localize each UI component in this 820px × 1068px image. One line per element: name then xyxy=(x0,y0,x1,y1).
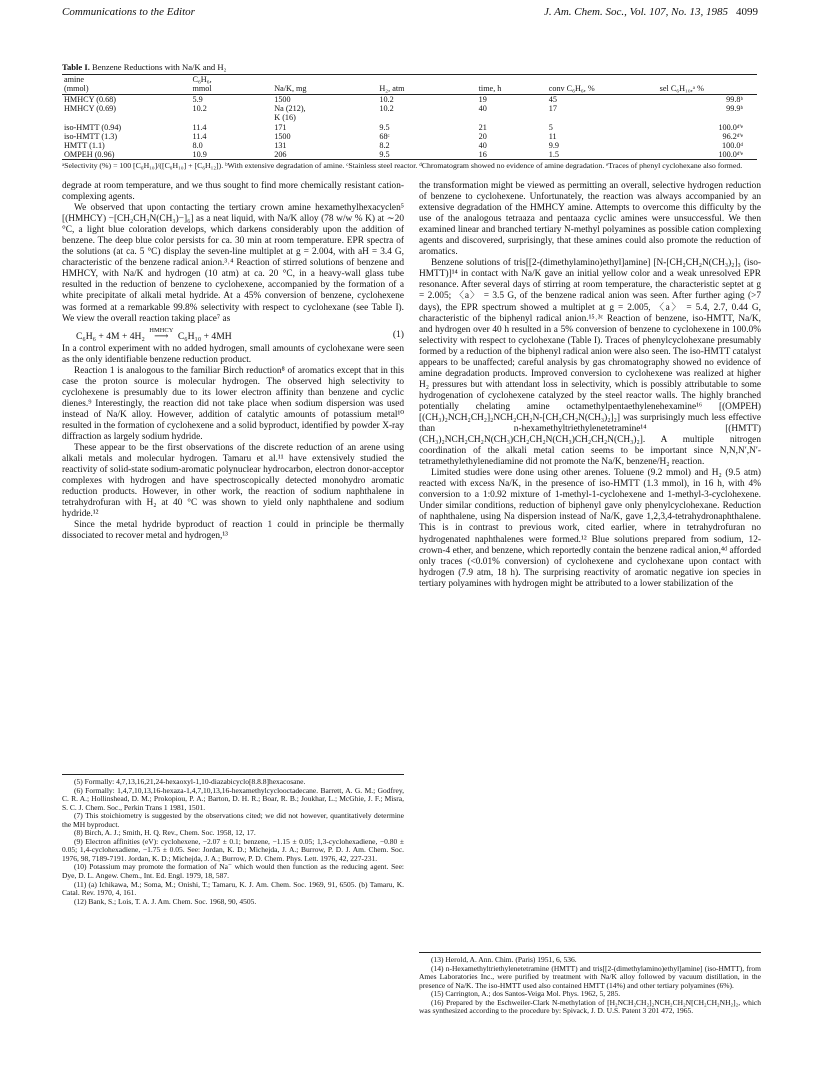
equation-number: (1) xyxy=(392,328,404,340)
table-cell: 1500 xyxy=(274,131,291,141)
table-cell: 19 xyxy=(478,95,487,104)
divider xyxy=(62,774,404,775)
column-header: amine (mmol) xyxy=(64,75,89,93)
reference-item: (7) This stoichiometry is suggested by the observations cited; we did not however, quantitatively determine the MH byproduct. xyxy=(62,811,404,829)
reference-item: (9) Electron affinities (eV): cyclohexene, −2.07 ± 0.1; benzene, −1.15 ± 0.05; 1,3-cyclohexadiene, −0.80 ± 0.05; 1,4-cyclohexadiene, −1.75 ± 0.05. See: Jordan, K. D.; Michejda, J. A.; Burrow, P. D. J. Am. Chem. Soc. 1976, 98, 7189-7191. Jordan, K. D.; Michejda, J. A.; Burrow, P. D. Chem. Phys. Lett. 1976, 42, 227-231. xyxy=(62,836,404,863)
paragraph: Reaction 1 is analogous to the familiar Birch reduction⁸ of aromatics except that in this case the proton source is molecular hydrogen. The observed high selectivity to cyclohexene is presumably due to its lower electron affinity than benzene and cyclic dienes.⁹ Interestingly, the reaction did not take place when sodium dispersion was used instead of Na/K alloy. However, addition of catalytic amounts of potassium metal¹⁰ resulted in the formation of cyclohexene and a solid byproduct, identified by powder X-ray diffraction as largely sodium hydride. xyxy=(62,365,404,443)
table-cell: 1500 xyxy=(274,95,291,104)
paragraph: These appear to be the first observations of the discrete reduction of an arene using alkali metals and molecular hydrogen. Tamaru et al.¹¹ have extensively studied the reactivity of solid-state sodium-aromatic polynuclear hydrocarbon, electron donor-acceptor complexes with hydrogen and have spectroscopically detected monohydro aromatic reduction products. However, in other work, the reaction of sodium naphthalene in tetrahydrofuran with H₂ at 40 °C was shown to yield only naphthalene and sodium hydride.¹² xyxy=(62,443,404,520)
column-header: C₆H₆, mmol xyxy=(192,75,212,93)
paragraph: Since the metal hydride byproduct of reaction 1 could in principle be thermally dissociated to recover metal and hydrogen,¹³ xyxy=(62,520,404,542)
table-row xyxy=(62,104,757,122)
table-cell: 17 xyxy=(548,104,557,114)
table-cell: 1.5 xyxy=(548,150,559,160)
table-cell: 99.8ᵇ xyxy=(726,95,743,104)
table-label: Table I. xyxy=(62,62,90,72)
table-title: Benzene Reductions with Na/K and H₂ xyxy=(92,62,227,72)
table-cell: 206 xyxy=(274,150,287,160)
column-header: sel C₆H₁₀,ᵃ % xyxy=(659,84,704,93)
paragraph: We observed that upon contacting the tertiary crown amine hexamethylhexacyclen⁵ [(HMHCY) −[CH₂CH₂N(CH₃)−]₆] as a neat liquid, with Na/K alloy (78 w/w % K) at ∼20 °C, a light blue coloration develops, which darkens considerably upon the addition of benzene. The deep blue color persists for ca. 30 min at room temperature. EPR spectra of the solutions (at ca. 5 °C) display the seven-line multiplet at g = 2.004, with aH = 3.4 G, characteristic of the benzene radical anion.³˒⁴ Reaction of stirred solutions of benzene and HMHCY, with Na/K and hydrogen (10 atm) at ca. 20 °C, in a heavy-wall glass tube resulted in the reduction of benzene to cyclohexene, accompanied by the formation of a white precipitate of alkali metal hydride. At a 45% conversion of benzene, cyclohexene was formed at a remarkable 99.8% selectivity with respect to cyclohexane (see Table I). We view the overall reaction taking place⁷ as xyxy=(62,203,404,324)
right-column xyxy=(419,181,761,590)
table-cell: 10.2 xyxy=(379,104,394,114)
table-cell: 10.9 xyxy=(192,150,207,160)
running-header xyxy=(62,6,758,24)
table-1 xyxy=(62,62,757,171)
equation-1 xyxy=(62,325,404,344)
reference-item: (14) n-Hexamethyltriethylenetetramine (HMTT) and tris[[2-(dimethylamino)ethyl]amine] (iso-HMTT), from Ames Laboratories Inc., were purified by treatment with Na/K alloy followed by vacuum distillation, in the presence of Na/K. The iso-HMTT used also contained HMTT (14%) and other tertiary polyamines (6%). xyxy=(419,963,761,990)
table-cell: 100.0ᵈ'ᵉ xyxy=(718,122,743,132)
column-header: conv C₆H₆, % xyxy=(548,84,595,93)
table-cell: 40 xyxy=(478,104,487,114)
table-cell: HMHCY (0.69) xyxy=(64,104,117,114)
table-cell: 131 xyxy=(274,141,287,151)
table-cell: 9.5 xyxy=(379,150,390,160)
references-right xyxy=(419,952,761,1016)
reference-item: (13) Herold, A. Ann. Chim. (Paris) 1951, 6, 536. xyxy=(431,955,577,964)
table-cell: 11 xyxy=(548,131,557,141)
reference-item: (16) Prepared by the Eschweiler-Clark N-methylation of [H₂NCH₂CH₂]₂NCH₂CH₂N[CH₂CH₂NH₂]₂, which was synthesized according to the procedure by: Spivack, J. D. U.S. Patent 3 201 472, 1965. xyxy=(419,997,761,1016)
table-row xyxy=(62,141,757,150)
table-cell: 5 xyxy=(548,122,553,132)
table-cell: 171 xyxy=(274,122,287,132)
reference-item: (12) Bank, S.; Lois, T. A. J. Am. Chem. Soc. 1968, 90, 4505. xyxy=(74,896,257,906)
table-cell: 8.0 xyxy=(192,141,203,151)
table-cell: HMHCY (0.68) xyxy=(64,95,117,104)
table-cell: 5.9 xyxy=(192,95,203,104)
paragraph: In a control experiment with no added hydrogen, small amounts of cyclohexane were seen as the only identifiable benzene reduction product. xyxy=(62,343,404,365)
table-cell: iso-HMTT (1.3) xyxy=(64,131,118,141)
table-cell: HMTT (1.1) xyxy=(64,141,105,151)
paragraph: the transformation might be viewed as permitting an overall, selective hydrogen reduction of benzene to cyclohexene. Unfortunately, the reaction was always accompanied by an extensive degradation of the HMHCY amine. Attempts to overcome this difficulty by the use of the analogous tetraaza and pentaaza cyclic amines were unsuccessful. We then examined linear and branched tertiary N-methyl polyamines as possible cation complexing agents and discovered, surprisingly, that these amines could also promote the reduction of aromatics. xyxy=(419,181,761,258)
column-header: Na/K, mg xyxy=(274,84,307,93)
paragraph: Benzene solutions of tris[[2-(dimethylamino)ethyl]amine] [N-[CH₂CH₂N(CH₃)₂]₃ (iso-HMTT)]¹⁴ in contact with Na/K gave an initial yellow color and a weak unresolved EPR resonance. After several days of stirring at room temperature, the characteristic septet at g = 2.005; 〈a〉 = 3.5 G, of the benzene radical anion was seen. After further aging (>7 days), the EPR spectrum showed a multiplet at g = 2.005, 〈a〉 = 5.4, 2.7, 0.44 G, characteristic of the biphenyl radical anion.¹⁵˒³ᶜ Reaction of benzene, iso-HMTT, Na/K, and hydrogen over 40 h resulted in a 5% conversion of benzene to cyclohexene in 100.0% selectivity with respect to cyclohexane (Table I). Traces of phenylcyclohexane presumably formed by a reduction of the biphenyl radical anion were also seen. The iso-HMTT catalyst appears to be unaffected; careful analysis by gas chromatography showed no evidence of amine degradation products. Improved conversion to cyclohexene was realized at higher H₂ pressures but with attendant loss in selectivity, which is possibly attributable to some hydrogenation of cyclohexene catalyzed by the steel reactor walls. The highly branched potentially chelating amine octamethylpentaethylenehexamine¹⁶ [(OMPEH) [(CH₃)₂NCH₂CH₂]₂NCH₂CH₂N-[CH₂CH₂N(CH₃)₂]₂] was surprisingly much less effective than n-hexamethyltriethylenetetramine¹⁴ [(HMTT) (CH₃)₂NCH₂CH₂N(CH₃)CH₂CH₂N(CH₃)CH₂CH₂N(CH₃)₂]. A multiple nitrogen coordination of the alkali metal cation seems to be important since N,N,N′,N′-tetramethylethylenediamine did not promote the Na/K, benzene/H₂ reaction. xyxy=(419,258,761,468)
table-cell: OMPEH (0.96) xyxy=(64,150,115,160)
table-cell: 9.5 xyxy=(379,122,390,132)
table-row xyxy=(62,95,757,105)
reference-item: (6) Formally: 1,4,7,10,13,16-hexaza-1,4,7,10,13,16-hexamethylcyclooctadecane. Barrett, A. G. M.; Godfrey, C. R. A.; Hollinshead, D. M.; Prokopiou, P. A.; Barton, D. H. R.; Boar, R. B.; Joukhar, L.; McGhie, J. F.; Misra, S. C. J. Chem. Soc., Perkin Trans 1 1981, 1501. xyxy=(62,785,404,812)
table-cell: 99.9ᵇ xyxy=(726,104,743,114)
table-row xyxy=(62,132,757,141)
page-number: 4099 xyxy=(736,6,758,18)
table-cell: 21 xyxy=(478,122,487,132)
reference-item: (15) Carrington, A.; dos Santos-Veiga Mol. Phys. 1962, 5, 285. xyxy=(431,989,621,999)
equation-reactants: C₆H₆ + 4M + 4H₂ xyxy=(76,330,145,342)
table-cell: 96.2ᵈ'ᵉ xyxy=(722,131,743,141)
table-row xyxy=(62,150,757,160)
table-cell: 20 xyxy=(478,131,487,141)
table-cell: 40 xyxy=(478,141,487,151)
table-cell: 9.9 xyxy=(548,141,559,151)
equation-body xyxy=(76,327,232,342)
table-cell: 68ᶜ xyxy=(379,131,390,141)
column-header: H₂, atm xyxy=(379,84,405,93)
table-footnote: ᵃSelectivity (%) = 100 [C₆H₁₀]/([C₆H₁₀] + [C₆H₁₂]). ᵇWith extensive degradation of amine. ᶜStainless steel reactor. ᵈChromatogram showed no evidence of amine degradation. ᵉTraces of phenyl cyclohexane also formed. xyxy=(62,161,743,171)
references-left xyxy=(62,774,404,906)
arrow-icon: ⟶ xyxy=(154,330,169,342)
table-cell: 45 xyxy=(548,95,557,104)
table-cell: 100.0ᵈ xyxy=(722,141,743,151)
divider xyxy=(419,952,761,953)
reference-item: (8) Birch, A. J.; Smith, H. Q. Rev., Chem. Soc. 1958, 12, 17. xyxy=(74,828,256,838)
reaction-arrow xyxy=(149,327,173,340)
section-title: Communications to the Editor xyxy=(62,6,195,18)
paragraph: degrade at room temperature, and we thus sought to find more chemically resistant cation-complexing agents. xyxy=(62,181,404,203)
reference-item: (5) Formally: 4,7,13,16,21,24-hexaoxyl-1,10-diazabicyclo[8.8.8]hexacosane. xyxy=(74,777,306,786)
table-caption xyxy=(62,62,757,72)
table-header-row xyxy=(62,75,757,95)
table-cell: 11.4 xyxy=(192,122,207,132)
equation-products: C₆H₁₀ + 4MH xyxy=(177,330,232,342)
journal-citation xyxy=(544,6,758,18)
column-header: time, h xyxy=(478,84,502,93)
reference-item: (10) Potassium may promote the formation of Na⁻ which would then function as the reducing agent. See: Dye, D. L. Angew. Chem., Int. Ed. Engl. 1979, 18, 587. xyxy=(62,862,404,881)
table-cell: 10.2 xyxy=(379,95,394,104)
journal-name: J. Am. Chem. Soc., Vol. 107, No. 13, 1985 xyxy=(543,6,728,18)
table-cell: 100.0ᵈ'ᵉ xyxy=(718,150,743,160)
arrow-label: HMHCY xyxy=(149,326,174,334)
table-cell: iso-HMTT (0.94) xyxy=(64,122,122,132)
left-column xyxy=(62,181,404,543)
table-cell: 11.4 xyxy=(192,131,207,141)
data-table xyxy=(62,74,757,160)
reference-item: (11) (a) Ichikawa, M.; Soma, M.; Onishi, T.; Tamaru, K. J. Am. Chem. Soc. 1969, 91, 6505. (b) Tamaru, K. Catal. Rev. 1970, 4, 161. xyxy=(62,879,404,898)
table-cell: 10.2 xyxy=(192,104,207,114)
table-cell: 8.2 xyxy=(379,141,390,151)
table-cell: 16 xyxy=(478,150,487,160)
table-row xyxy=(62,123,757,132)
table-body xyxy=(62,95,757,160)
paragraph: Limited studies were done using other arenes. Toluene (9.2 mmol) and H₂ (9.5 atm) reacted with excess Na/K, in the presence of iso-HMTT (1.3 mmol), in 16 h, with 4% conversion to a 1:0.92 mixture of 1-methyl-1-cyclohexene and 1-methyl-3-cyclohexene. Under similar conditions, reduction of biphenyl gave only phenylcyclohexane. Reduction of naphthalene, using Na dispersion instead of Na/K, gave 1,2,3,4-tetrahydronaphthalene. This is in contrast to previous work, cited earlier, where in tetrahydrofuran no hydrogenated naphthalenes were formed.¹² Blue solutions prepared from sodium, 12-crown-4 ether, and benzene, which reportedly contain the benzene radical anion,⁴ᵈ afforded only traces (<0.01% conversion) of cyclohexene and cyclohexane upon contact with hydrogen (7.9 atm, 18 h). The surprising reactivity of aromatic negative ion species in tertiary polyamines with hydrogen might be attributed to a lower stabilization of the xyxy=(419,468,761,589)
table-cell: Na (212), K (16) xyxy=(274,104,306,123)
